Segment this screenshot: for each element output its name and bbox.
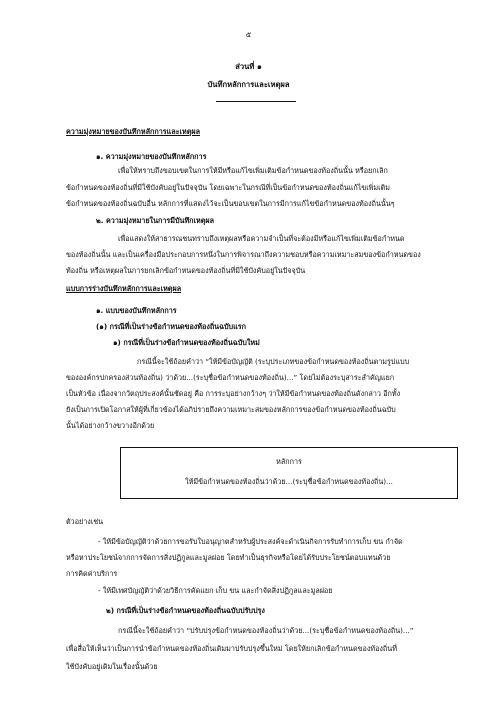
section1-item2-line: ท้องถิ่น หรือเหตุผลในการยกเลิกข้อกำหนดของท้องถิ่นที่มีใช้บังคับอยู่ในปัจจุบัน (66, 266, 306, 275)
section2-sub1a-line: กรณีนี้จะใช้ถ้อยคำว่า “ให้มีข้อบัญญัติ (ระบุประเภทของข้อกำหนดของท้องถิ่นตามรูปแบบ (137, 357, 410, 366)
example-line: การคิดค่าบริการ (66, 569, 118, 578)
section1-item2-line: ของท้องถิ่นนั้น และเป็นเครื่องมือประกอบการหนึ่งในการพิจารณาถึงความชอบหรือความเหมาะสมของข้อกำหนดของ (66, 250, 421, 259)
section2-item1-heading: ๑. แบบของบันทึกหลักการ (96, 306, 177, 315)
section2-sub1a-line: นั้นได้อย่างกว้างขวางอีกด้วย (66, 421, 155, 430)
section1-item1-line: เพื่อให้ทราบถึงขอบเขตในการให้มีหรือแก้ไขเพิ่มเติมข้อกำหนดของท้องถิ่นนั้น หรือยกเลิก (118, 166, 388, 175)
section2-sub1a-heading: ๑) กรณีที่เป็นร่างข้อกำหนดของท้องถิ่นฉบับใหม่ (113, 338, 260, 347)
section2-heading: แบบการร่างบันทึกหลักการและเหตุผล (66, 284, 182, 293)
section2-sub1a-line: ขององค์กรปกครองส่วนท้องถิ่น) ว่าด้วย...(ระบุชื่อข้อกำหนดของท้องถิ่น)...” โดยไม่ต้องระบุสาระสำคัญแยก (66, 373, 395, 382)
section2-sub2-line: กรณีนี้จะใช้ถ้อยคำว่า “ปรับปรุงข้อกำหนดของท้องถิ่นว่าด้วย...(ระบุชื่อข้อกำหนดของท้องถิ่น)...” (118, 626, 414, 635)
section2-sub2-line: เพื่อสื่อให้เห็นว่าเป็นการนำข้อกำหนดของท้องถิ่นเดิมมาปรับปรุงขึ้นใหม่ โดยให้ยกเลิกข้อกำหนดของท้องถิ่นที่ (66, 644, 397, 653)
section2-sub1a-line: เป็นหัวข้อ เนื่องจากวัตถุประสงค์นั้นชัดอยู่ คือ การระบุอย่างกว้างๆ ว่าให้มีข้อกำหนดของท้องถิ่นดังกล่าว อีกทั้ง (66, 389, 401, 398)
example-line: - ให้มีเทศบัญญัติว่าด้วยวิธีการคัดแยก เก็บ ขน และกำจัดสิ่งปฏิกูลและมูลฝอย (98, 586, 333, 595)
title-divider (216, 101, 296, 102)
section2-sub2-line: ใช้บังคับอยู่เดิมในเรื่องนั้นด้วย (66, 662, 158, 671)
example-line: - ให้มีข้อบัญญัติว่าด้วยการขอรับใบอนุญาตสำหรับผู้ประสงค์จะดำเนินกิจการรับทำการเก็บ ขน กำจัด (98, 537, 403, 546)
section1-heading: ความมุ่งหมายของบันทึกหลักการและเหตุผล (66, 127, 201, 136)
section1-item2-line: เพื่อแสดงให้สาธารณชนทราบถึงเหตุผลหรือความจำเป็นที่จะต้องมีหรือแก้ไขเพิ่มเติมข้อกำหนด (118, 234, 405, 243)
section1-item1-line: ข้อกำหนดของท้องถิ่นฉบับอื่น หลักการที่แสดงไว้จะเป็นขอบเขตในการมีการแก้ไขข้อกำหนดของท้องถิ่นนั้นๆ (66, 199, 395, 208)
section1-item2-heading: ๒. ความมุ่งหมายในการมีบันทึกเหตุผล (96, 216, 215, 225)
part-subtitle: บันทึกหลักการและเหตุผล (207, 80, 290, 89)
example-line: หรือหาประโยชน์จากการจัดการสิ่งปฏิกูลและมูลฝอย โดยทำเป็นธุรกิจหรือโดยได้รับประโยชน์ตอบแทนด้วย (66, 553, 391, 562)
principle-box-body: ให้มีข้อกำหนดของท้องถิ่นว่าด้วย...(ระบุชื่อข้อกำหนดของท้องถิ่น)... (185, 477, 393, 486)
example-label: ตัวอย่างเช่น (66, 517, 104, 526)
principle-box (120, 447, 458, 499)
page-number: ๕ (245, 30, 252, 39)
section1-item1-line: ข้อกำหนดของท้องถิ่นที่มีใช้บังคับอยู่ในปัจจุบัน โดยเฉพาะในกรณีที่เป็นข้อกำหนดของท้องถิ่นแก้ไขเพิ่มเติม (66, 183, 391, 192)
principle-box-title: หลักการ (276, 457, 302, 466)
part-title: ส่วนที่ ๑ (235, 62, 262, 71)
section2-sub1-heading: (๑) กรณีที่เป็นร่างข้อกำหนดของท้องถิ่นฉบับแรก (96, 322, 246, 331)
section2-sub1a-line: ยังเป็นการเปิดโอกาสให้ผู้ที่เกี่ยวข้องได้อภิปรายถึงความเหมาะสมของหลักการของข้อกำหนดของท้องถิ่นฉบับ (66, 405, 396, 414)
section1-item1-heading: ๑. ความมุ่งหมายของบันทึกหลักการ (96, 152, 207, 161)
section2-sub2-heading: ๒) กรณีที่เป็นร่างข้อกำหนดของท้องถิ่นฉบับปรับปรุง (106, 606, 265, 615)
